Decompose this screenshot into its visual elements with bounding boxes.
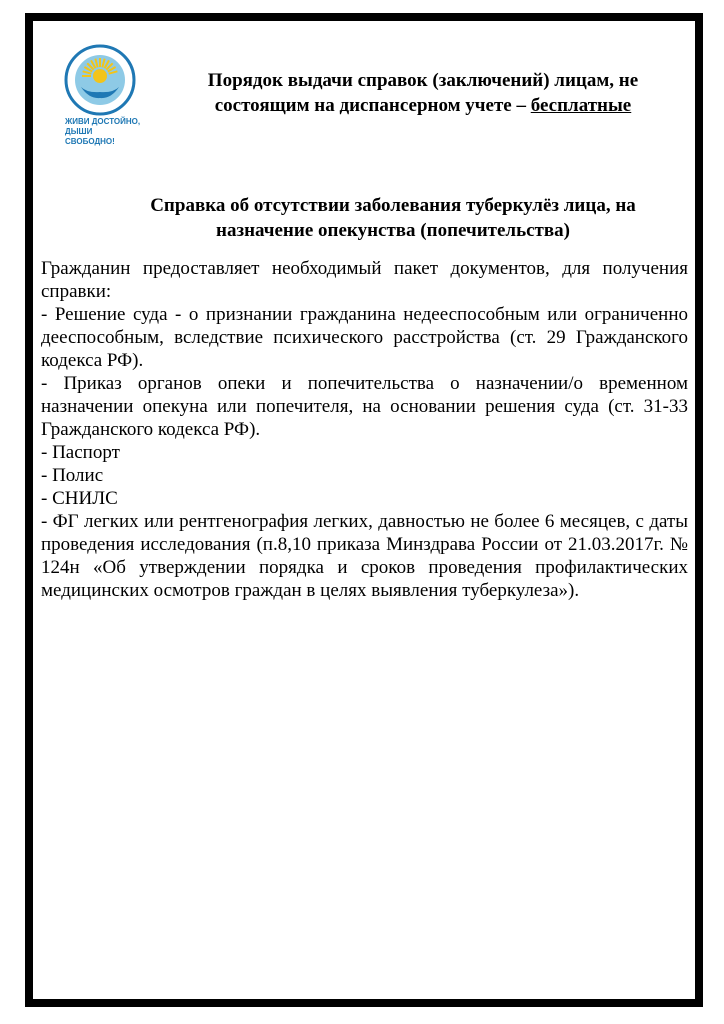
document-frame bbox=[25, 13, 703, 1007]
certificate-title-line-1: Справка об отсутствии заболевания туберкулёз лица, на bbox=[150, 195, 636, 216]
logo-slogan bbox=[65, 117, 141, 147]
document-body bbox=[41, 257, 688, 602]
logo bbox=[63, 43, 141, 147]
certificate-title-line-2: назначение опекунства (попечительства) bbox=[216, 220, 570, 241]
body-paragraph: Гражданин предоставляет необходимый пакет документов, для получения справки: bbox=[41, 258, 688, 302]
logo-slogan-line-1: ЖИВИ ДОСТОЙНО, bbox=[65, 117, 141, 126]
body-paragraph: - Приказ органов опеки и попечительства о назначении/о временном назначении опекуна или попечителя, на основании решения суда (ст. 31-33 Гражданского кодекса РФ). bbox=[41, 373, 688, 440]
body-paragraph: - СНИЛС bbox=[41, 488, 118, 509]
title-line-2 bbox=[163, 93, 683, 118]
body-paragraph: - Паспорт bbox=[41, 442, 120, 463]
body-paragraph: - Полис bbox=[41, 465, 104, 486]
page-title bbox=[163, 68, 683, 118]
title-line-1: Порядок выдачи справок (заключений) лицам, не bbox=[207, 70, 639, 91]
title-line-2-text: состоящим на диспансерном учете – bbox=[214, 95, 531, 116]
free-of-charge-label: бесплатные bbox=[530, 95, 632, 116]
logo-emblem-icon bbox=[63, 43, 137, 117]
body-paragraph: - ФГ легких или рентгенография легких, давностью не более 6 месяцев, с даты проведения исследования (п.8,10 приказа Минздрава России от 21.03.2017г. № 124н «Об утверждении порядка и сроков проведения профилактических медицинских осмотров граждан в целях выявления туберкулеза»). bbox=[41, 511, 688, 601]
body-paragraph: - Решение суда - о признании гражданина недееспособным или ограниченно дееспособным, вследствие психического расстройства (ст. 29 Гражданского кодекса РФ). bbox=[41, 304, 688, 371]
certificate-title bbox=[93, 193, 693, 243]
logo-slogan-line-2: ДЫШИ СВОБОДНО! bbox=[65, 127, 115, 146]
